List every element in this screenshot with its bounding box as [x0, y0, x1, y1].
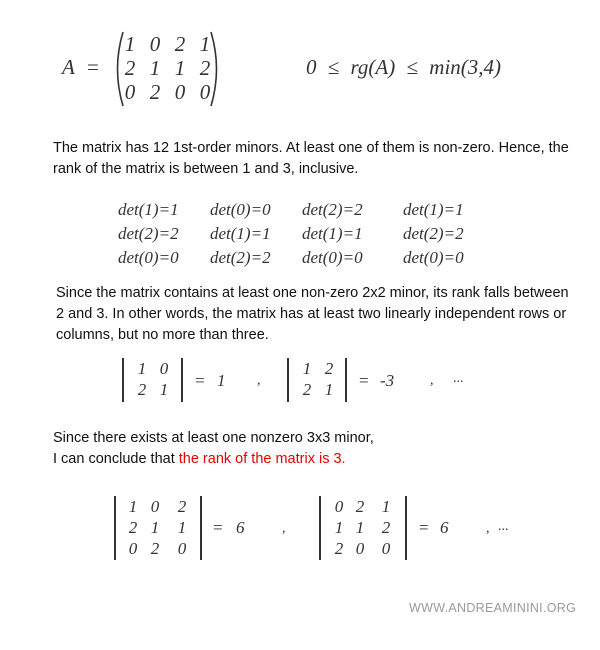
paragraph-conclusion [53, 428, 573, 470]
minor-value: det(1)=1 [210, 224, 271, 243]
minor-cell: 1 [334, 518, 344, 537]
ellipsis: ... [453, 371, 464, 386]
minor-result: -3 [380, 371, 395, 390]
equals-sign: = [359, 371, 369, 390]
minor-cell: 2 [128, 518, 138, 537]
determinant-bar [181, 358, 183, 402]
minor-value: det(0)=0 [118, 248, 179, 267]
determinant-bar [114, 496, 116, 560]
minor-result: 6 [236, 518, 245, 537]
minor-2x2-entries [130, 358, 178, 402]
matrix-cell: 0 [149, 32, 161, 56]
matrix-cell: 0 [124, 80, 136, 104]
separator-comma: , [430, 373, 434, 388]
conclusion-line-1: Since there exists at least one nonzero 3x3 minor, [53, 430, 374, 446]
minor-cell: 0 [334, 497, 344, 516]
separator-comma: , [486, 521, 490, 536]
inequality-lower: 0 [306, 55, 317, 79]
minor-cell: 1 [159, 380, 169, 399]
determinant-bar [122, 358, 124, 402]
minor-cell: 0 [159, 359, 169, 378]
minor-cell: 1 [381, 497, 391, 516]
conclusion-prefix: I can conclude that [53, 451, 179, 467]
rank-inequality [306, 55, 501, 80]
matrix-cell: 1 [124, 32, 136, 56]
determinant-bar [345, 358, 347, 402]
minor-cell: 2 [302, 380, 312, 399]
less-equal-sign: ≤ [406, 55, 419, 79]
minor-cell: 2 [137, 380, 147, 399]
minor-cell: 2 [177, 497, 187, 516]
minor-cell: 2 [324, 359, 334, 378]
minor-cell: 0 [355, 539, 365, 558]
matrix-name: A [62, 55, 75, 79]
minor-cell: 2 [355, 497, 365, 516]
minor-cell: 0 [128, 539, 138, 558]
equals-sign: = [419, 518, 429, 537]
matrix-cell: 2 [174, 32, 186, 56]
minor-result: 1 [217, 371, 226, 390]
minor-cell: 1 [150, 518, 160, 537]
determinant-bar [319, 496, 321, 560]
site-watermark: WWW.ANDREAMININI.ORG [409, 601, 577, 615]
minor-result: 6 [440, 518, 449, 537]
paragraph-second-order: Since the matrix contains at least one non-zero 2x2 minor, its rank falls between 2 and 3. In other words, the matrix has at least two linearly independent rows or columns, but no more than three. [56, 285, 569, 343]
minor-cell: 2 [150, 539, 160, 558]
minor-value: det(2)=2 [210, 248, 271, 267]
separator-comma: , [282, 521, 286, 536]
matrix-cell: 2 [149, 80, 161, 104]
determinant-bar [287, 358, 289, 402]
first-order-minors-grid [118, 200, 498, 270]
matrix-cell: 1 [174, 56, 186, 80]
minor-value: det(1)=1 [302, 224, 363, 243]
conclusion-highlight: the rank of the matrix is 3. [178, 451, 346, 467]
minor-value: det(0)=0 [403, 248, 464, 267]
matrix-cell: 1 [199, 32, 211, 56]
minor-cell: 2 [334, 539, 344, 558]
minor-3x3-entries [327, 496, 403, 560]
minor-cell: 1 [177, 518, 187, 537]
minor-3x3-entries [122, 496, 198, 560]
minor-2x2-entries [295, 358, 343, 402]
minor-cell: 1 [128, 497, 138, 516]
matrix-cell: 1 [149, 56, 161, 80]
minor-value: det(1)=1 [403, 200, 464, 219]
inequality-expression: rg(A) [350, 55, 396, 79]
minor-cell: 1 [324, 380, 334, 399]
minor-value: det(1)=1 [118, 200, 179, 219]
conclusion-line-2 [53, 449, 573, 470]
less-equal-sign: ≤ [327, 55, 340, 79]
minor-value: det(0)=0 [302, 248, 363, 267]
minor-value: det(2)=2 [118, 224, 179, 243]
equals-sign: = [195, 371, 205, 390]
matrix-a-entries [122, 32, 212, 108]
minor-cell: 2 [381, 518, 391, 537]
minor-cell: 0 [150, 497, 160, 516]
minor-cell: 0 [381, 539, 391, 558]
matrix-cell: 2 [199, 56, 211, 80]
paragraph-first-order: The matrix has 12 1st-order minors. At least one of them is non-zero. Hence, the rank of the matrix is between 1 and 3, inclusive. [53, 140, 569, 177]
matrix-cell: 2 [124, 56, 136, 80]
determinant-bar [200, 496, 202, 560]
equals-sign: = [87, 55, 99, 79]
separator-comma: , [257, 373, 261, 388]
minor-value: det(0)=0 [210, 200, 271, 219]
minor-value: det(2)=2 [302, 200, 363, 219]
minor-cell: 0 [177, 539, 187, 558]
minor-cell: 1 [302, 359, 312, 378]
equals-sign: = [213, 518, 223, 537]
minor-value: det(2)=2 [403, 224, 464, 243]
matrix-cell: 0 [199, 80, 211, 104]
inequality-upper: min(3,4) [429, 55, 502, 79]
ellipsis: ... [498, 519, 509, 534]
minor-cell: 1 [137, 359, 147, 378]
matrix-cell: 0 [174, 80, 186, 104]
minor-cell: 1 [355, 518, 365, 537]
determinant-bar [405, 496, 407, 560]
